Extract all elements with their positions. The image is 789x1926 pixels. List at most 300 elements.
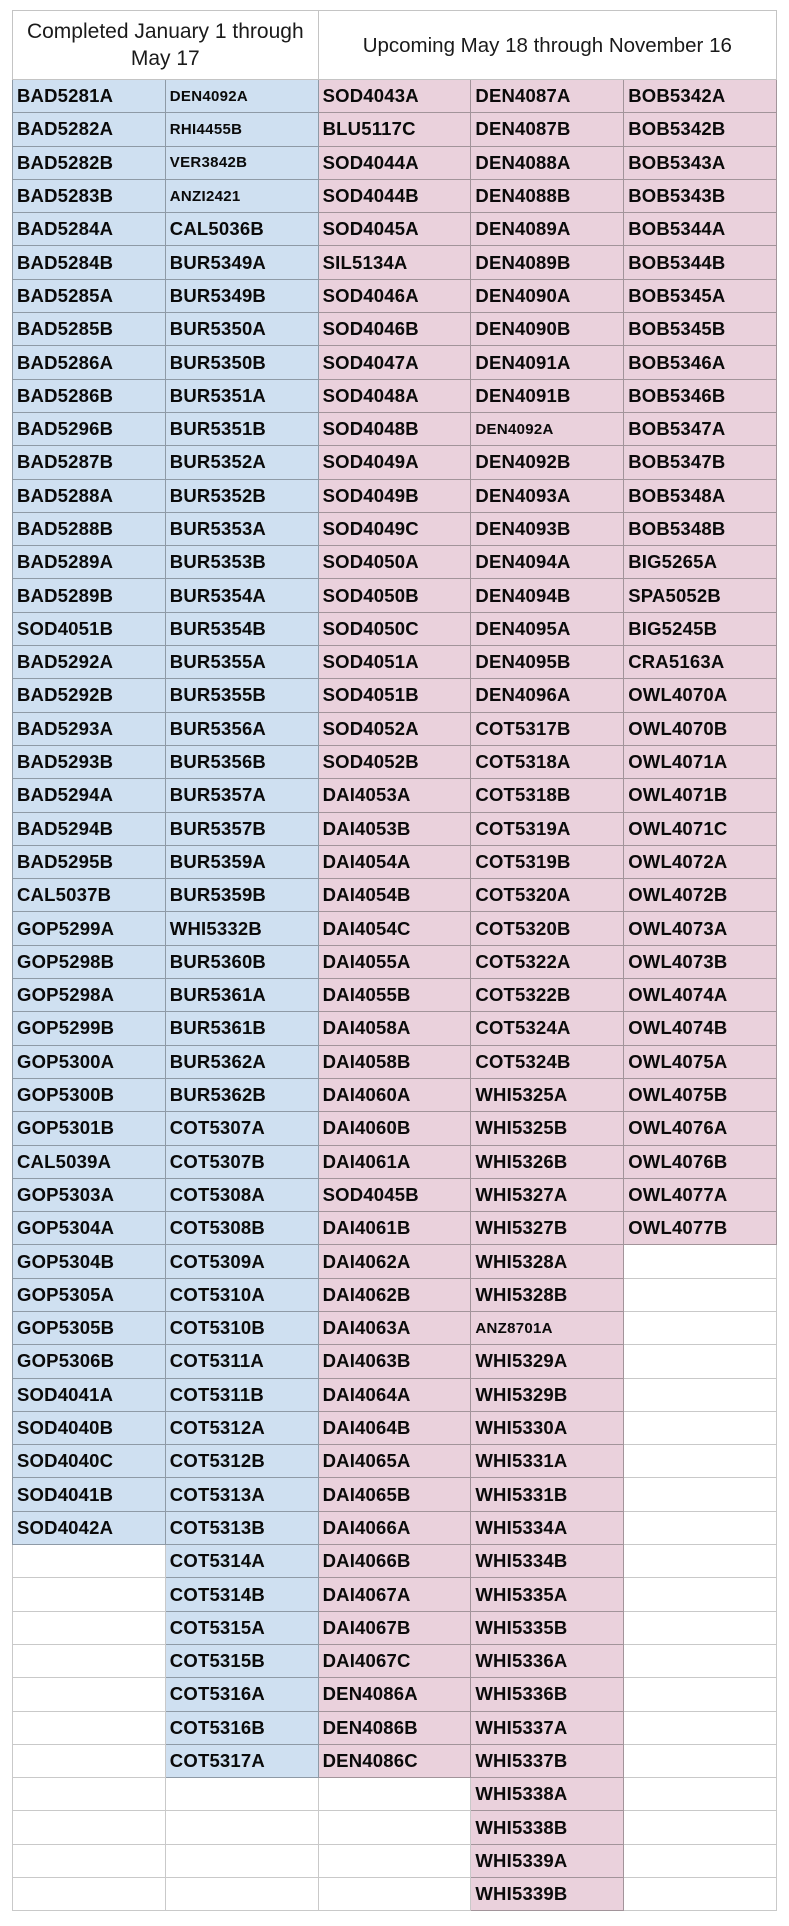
upcoming-item-cell: DEN4094A bbox=[471, 546, 624, 579]
completed-item-cell: GOP5305A bbox=[13, 1278, 166, 1311]
upcoming-item-cell: DAI4055A bbox=[318, 945, 471, 978]
upcoming-item-cell: BOB5345B bbox=[624, 313, 777, 346]
table-row bbox=[13, 1778, 777, 1811]
upcoming-item-cell: COT5322B bbox=[471, 979, 624, 1012]
completed-item-cell: COT5311B bbox=[165, 1378, 318, 1411]
table-row bbox=[13, 346, 777, 379]
upcoming-item-cell: DAI4065A bbox=[318, 1445, 471, 1478]
upcoming-item-cell: COT5318A bbox=[471, 745, 624, 778]
completed-item-cell: BAD5296B bbox=[13, 412, 166, 445]
upcoming-item-cell: WHI5331B bbox=[471, 1478, 624, 1511]
completed-item-cell: BAD5281A bbox=[13, 80, 166, 113]
upcoming-item-cell: WHI5334A bbox=[471, 1511, 624, 1544]
table-row bbox=[13, 845, 777, 878]
empty-cell bbox=[13, 1844, 166, 1877]
empty-cell bbox=[318, 1844, 471, 1877]
empty-cell bbox=[165, 1878, 318, 1911]
table-row bbox=[13, 279, 777, 312]
empty-cell bbox=[624, 1378, 777, 1411]
upcoming-item-cell: WHI5328B bbox=[471, 1278, 624, 1311]
upcoming-item-cell: DAI4054B bbox=[318, 879, 471, 912]
completed-item-cell: BAD5288A bbox=[13, 479, 166, 512]
upcoming-item-cell: SOD4043A bbox=[318, 80, 471, 113]
completed-item-cell: SOD4040C bbox=[13, 1445, 166, 1478]
table-row bbox=[13, 1212, 777, 1245]
upcoming-item-cell: WHI5326B bbox=[471, 1145, 624, 1178]
table-row bbox=[13, 979, 777, 1012]
empty-cell bbox=[624, 1878, 777, 1911]
completed-item-cell: BUR5351B bbox=[165, 412, 318, 445]
table-row bbox=[13, 1878, 777, 1911]
table-row bbox=[13, 1245, 777, 1278]
upcoming-item-cell: OWL4070B bbox=[624, 712, 777, 745]
table-row bbox=[13, 1278, 777, 1311]
upcoming-item-cell: BOB5347A bbox=[624, 412, 777, 445]
upcoming-item-cell: OWL4075A bbox=[624, 1045, 777, 1078]
upcoming-item-cell: WHI5338A bbox=[471, 1778, 624, 1811]
table-row bbox=[13, 879, 777, 912]
completed-item-cell: BUR5354B bbox=[165, 612, 318, 645]
table-row bbox=[13, 1678, 777, 1711]
upcoming-item-cell: BLU5117C bbox=[318, 113, 471, 146]
upcoming-item-cell: BOB5346A bbox=[624, 346, 777, 379]
header-row bbox=[13, 11, 777, 80]
completed-item-cell: BAD5286A bbox=[13, 346, 166, 379]
upcoming-item-cell: SOD4046B bbox=[318, 313, 471, 346]
completed-item-cell: COT5317A bbox=[165, 1744, 318, 1777]
table-row bbox=[13, 712, 777, 745]
upcoming-item-cell: DEN4092A bbox=[471, 412, 624, 445]
empty-cell bbox=[624, 1578, 777, 1611]
completed-item-cell: BUR5352B bbox=[165, 479, 318, 512]
upcoming-item-cell: DAI4060A bbox=[318, 1078, 471, 1111]
completed-item-cell: GOP5304A bbox=[13, 1212, 166, 1245]
upcoming-item-cell: SOD4050A bbox=[318, 546, 471, 579]
upcoming-header: Upcoming May 18 through November 16 bbox=[318, 11, 776, 80]
upcoming-item-cell: DAI4063B bbox=[318, 1345, 471, 1378]
completed-item-cell: BUR5362A bbox=[165, 1045, 318, 1078]
upcoming-item-cell: DAI4053A bbox=[318, 779, 471, 812]
upcoming-item-cell: BOB5346B bbox=[624, 379, 777, 412]
completed-item-cell: COT5316A bbox=[165, 1678, 318, 1711]
upcoming-item-cell: WHI5334B bbox=[471, 1545, 624, 1578]
table-row bbox=[13, 1744, 777, 1777]
empty-cell bbox=[624, 1445, 777, 1478]
completed-item-cell: BAD5292A bbox=[13, 646, 166, 679]
upcoming-item-cell: WHI5335B bbox=[471, 1611, 624, 1644]
upcoming-item-cell: BIG5245B bbox=[624, 612, 777, 645]
completed-item-cell: COT5308A bbox=[165, 1178, 318, 1211]
upcoming-item-cell: DAI4064B bbox=[318, 1411, 471, 1444]
upcoming-item-cell: DEN4086B bbox=[318, 1711, 471, 1744]
table-row bbox=[13, 146, 777, 179]
upcoming-item-cell: SOD4050B bbox=[318, 579, 471, 612]
completed-item-cell: BUR5359A bbox=[165, 845, 318, 878]
empty-cell bbox=[165, 1778, 318, 1811]
upcoming-item-cell: DEN4095B bbox=[471, 646, 624, 679]
table-row bbox=[13, 246, 777, 279]
upcoming-item-cell: OWL4074A bbox=[624, 979, 777, 1012]
upcoming-item-cell: WHI5338B bbox=[471, 1811, 624, 1844]
completed-item-cell: BAD5294B bbox=[13, 812, 166, 845]
completed-item-cell: SOD4041A bbox=[13, 1378, 166, 1411]
upcoming-item-cell: SOD4051A bbox=[318, 646, 471, 679]
upcoming-item-cell: WHI5337A bbox=[471, 1711, 624, 1744]
completed-item-cell: COT5313B bbox=[165, 1511, 318, 1544]
upcoming-item-cell: WHI5325B bbox=[471, 1112, 624, 1145]
empty-cell bbox=[165, 1844, 318, 1877]
completed-item-cell: BUR5354A bbox=[165, 579, 318, 612]
completed-item-cell: GOP5298A bbox=[13, 979, 166, 1012]
table-row bbox=[13, 1112, 777, 1145]
table-row bbox=[13, 1378, 777, 1411]
upcoming-item-cell: BIG5265A bbox=[624, 546, 777, 579]
table-body bbox=[13, 80, 777, 1911]
completed-item-cell: BAD5289B bbox=[13, 579, 166, 612]
upcoming-item-cell: DEN4088A bbox=[471, 146, 624, 179]
upcoming-item-cell: COT5317B bbox=[471, 712, 624, 745]
completed-item-cell: GOP5304B bbox=[13, 1245, 166, 1278]
completed-item-cell: BAD5292B bbox=[13, 679, 166, 712]
table-row bbox=[13, 179, 777, 212]
upcoming-item-cell: WHI5329B bbox=[471, 1378, 624, 1411]
completed-item-cell: CAL5039A bbox=[13, 1145, 166, 1178]
empty-cell bbox=[624, 1511, 777, 1544]
completed-item-cell: COT5315A bbox=[165, 1611, 318, 1644]
table-row bbox=[13, 679, 777, 712]
completed-item-cell: GOP5303A bbox=[13, 1178, 166, 1211]
completed-item-cell: COT5315B bbox=[165, 1644, 318, 1677]
upcoming-item-cell: DEN4087A bbox=[471, 80, 624, 113]
table-row bbox=[13, 1611, 777, 1644]
upcoming-item-cell: DAI4061A bbox=[318, 1145, 471, 1178]
upcoming-item-cell: SOD4048A bbox=[318, 379, 471, 412]
upcoming-item-cell: SOD4048B bbox=[318, 412, 471, 445]
upcoming-item-cell: WHI5331A bbox=[471, 1445, 624, 1478]
completed-item-cell: BUR5355B bbox=[165, 679, 318, 712]
table-row bbox=[13, 113, 777, 146]
table-row bbox=[13, 812, 777, 845]
upcoming-item-cell: BOB5345A bbox=[624, 279, 777, 312]
completed-item-cell: BAD5284A bbox=[13, 213, 166, 246]
upcoming-item-cell: DEN4093A bbox=[471, 479, 624, 512]
completed-item-cell: BAD5286B bbox=[13, 379, 166, 412]
completed-item-cell: BAD5294A bbox=[13, 779, 166, 812]
upcoming-item-cell: OWL4073A bbox=[624, 912, 777, 945]
completed-item-cell: BUR5351A bbox=[165, 379, 318, 412]
completed-item-cell: COT5309A bbox=[165, 1245, 318, 1278]
empty-cell bbox=[624, 1478, 777, 1511]
upcoming-item-cell: SOD4045B bbox=[318, 1178, 471, 1211]
upcoming-item-cell: SOD4045A bbox=[318, 213, 471, 246]
upcoming-item-cell: SOD4044B bbox=[318, 179, 471, 212]
upcoming-item-cell: OWL4075B bbox=[624, 1078, 777, 1111]
empty-cell bbox=[624, 1411, 777, 1444]
upcoming-item-cell: DAI4061B bbox=[318, 1212, 471, 1245]
completed-item-cell: VER3842B bbox=[165, 146, 318, 179]
upcoming-item-cell: SOD4051B bbox=[318, 679, 471, 712]
upcoming-item-cell: DEN4093B bbox=[471, 512, 624, 545]
upcoming-item-cell: WHI5336A bbox=[471, 1644, 624, 1677]
completed-item-cell: BUR5349B bbox=[165, 279, 318, 312]
upcoming-item-cell: DAI4067A bbox=[318, 1578, 471, 1611]
upcoming-item-cell: DAI4054A bbox=[318, 845, 471, 878]
completed-item-cell: GOP5299A bbox=[13, 912, 166, 945]
upcoming-item-cell: BOB5348A bbox=[624, 479, 777, 512]
completed-item-cell: BUR5350B bbox=[165, 346, 318, 379]
upcoming-item-cell: SOD4049C bbox=[318, 512, 471, 545]
empty-cell bbox=[318, 1811, 471, 1844]
upcoming-item-cell: DEN4087B bbox=[471, 113, 624, 146]
table-row bbox=[13, 1411, 777, 1444]
completed-item-cell: BAD5293A bbox=[13, 712, 166, 745]
upcoming-item-cell: OWL4077A bbox=[624, 1178, 777, 1211]
completed-item-cell: BUR5353A bbox=[165, 512, 318, 545]
completed-item-cell: BAD5282A bbox=[13, 113, 166, 146]
table-row bbox=[13, 779, 777, 812]
table-row bbox=[13, 1345, 777, 1378]
completed-item-cell: ANZI2421 bbox=[165, 179, 318, 212]
table-row bbox=[13, 412, 777, 445]
completed-item-cell: BUR5361A bbox=[165, 979, 318, 1012]
completed-item-cell: SOD4041B bbox=[13, 1478, 166, 1511]
empty-cell bbox=[13, 1644, 166, 1677]
upcoming-item-cell: WHI5328A bbox=[471, 1245, 624, 1278]
table-row bbox=[13, 912, 777, 945]
table-row bbox=[13, 1644, 777, 1677]
upcoming-item-cell: DEN4091A bbox=[471, 346, 624, 379]
completed-item-cell: BUR5352A bbox=[165, 446, 318, 479]
completed-item-cell: COT5314B bbox=[165, 1578, 318, 1611]
table-row bbox=[13, 213, 777, 246]
table-row bbox=[13, 446, 777, 479]
upcoming-item-cell: SOD4050C bbox=[318, 612, 471, 645]
empty-cell bbox=[624, 1345, 777, 1378]
table-row bbox=[13, 1045, 777, 1078]
empty-cell bbox=[13, 1611, 166, 1644]
table-row bbox=[13, 313, 777, 346]
upcoming-item-cell: DEN4095A bbox=[471, 612, 624, 645]
completed-item-cell: BAD5282B bbox=[13, 146, 166, 179]
upcoming-item-cell: OWL4072A bbox=[624, 845, 777, 878]
completed-item-cell: BUR5349A bbox=[165, 246, 318, 279]
completed-item-cell: BUR5356B bbox=[165, 745, 318, 778]
upcoming-item-cell: DEN4086C bbox=[318, 1744, 471, 1777]
completed-item-cell: COT5307A bbox=[165, 1112, 318, 1145]
completed-item-cell: GOP5300B bbox=[13, 1078, 166, 1111]
upcoming-item-cell: DAI4067B bbox=[318, 1611, 471, 1644]
table-row bbox=[13, 745, 777, 778]
upcoming-item-cell: WHI5335A bbox=[471, 1578, 624, 1611]
completed-item-cell: WHI5332B bbox=[165, 912, 318, 945]
upcoming-item-cell: BOB5342B bbox=[624, 113, 777, 146]
empty-cell bbox=[624, 1311, 777, 1344]
upcoming-item-cell: OWL4071A bbox=[624, 745, 777, 778]
table-row bbox=[13, 1545, 777, 1578]
upcoming-item-cell: DEN4094B bbox=[471, 579, 624, 612]
table-row bbox=[13, 1844, 777, 1877]
empty-cell bbox=[13, 1778, 166, 1811]
upcoming-item-cell: DAI4062A bbox=[318, 1245, 471, 1278]
upcoming-item-cell: OWL4077B bbox=[624, 1212, 777, 1245]
empty-cell bbox=[624, 1278, 777, 1311]
upcoming-item-cell: WHI5327B bbox=[471, 1212, 624, 1245]
empty-cell bbox=[624, 1644, 777, 1677]
table-row bbox=[13, 479, 777, 512]
empty-cell bbox=[624, 1744, 777, 1777]
upcoming-item-cell: COT5318B bbox=[471, 779, 624, 812]
empty-cell bbox=[13, 1744, 166, 1777]
upcoming-item-cell: DAI4055B bbox=[318, 979, 471, 1012]
upcoming-item-cell: BOB5348B bbox=[624, 512, 777, 545]
completed-header: Completed January 1 through May 17 bbox=[13, 11, 319, 80]
empty-cell bbox=[318, 1778, 471, 1811]
table-row bbox=[13, 1445, 777, 1478]
upcoming-item-cell: BOB5343B bbox=[624, 179, 777, 212]
table-row bbox=[13, 1012, 777, 1045]
upcoming-item-cell: DAI4058B bbox=[318, 1045, 471, 1078]
upcoming-item-cell: SOD4047A bbox=[318, 346, 471, 379]
upcoming-item-cell: DAI4066B bbox=[318, 1545, 471, 1578]
upcoming-item-cell: OWL4071B bbox=[624, 779, 777, 812]
upcoming-item-cell: WHI5339B bbox=[471, 1878, 624, 1911]
upcoming-item-cell: DAI4060B bbox=[318, 1112, 471, 1145]
table-row bbox=[13, 579, 777, 612]
empty-cell bbox=[624, 1711, 777, 1744]
upcoming-item-cell: DAI4063A bbox=[318, 1311, 471, 1344]
completed-item-cell: BAD5288B bbox=[13, 512, 166, 545]
upcoming-item-cell: OWL4071C bbox=[624, 812, 777, 845]
upcoming-item-cell: COT5324A bbox=[471, 1012, 624, 1045]
completed-item-cell: BAD5283B bbox=[13, 179, 166, 212]
empty-cell bbox=[165, 1811, 318, 1844]
table-row bbox=[13, 646, 777, 679]
upcoming-item-cell: BOB5344B bbox=[624, 246, 777, 279]
completed-item-cell: COT5316B bbox=[165, 1711, 318, 1744]
empty-cell bbox=[13, 1678, 166, 1711]
completed-item-cell: GOP5305B bbox=[13, 1311, 166, 1344]
completed-item-cell: BUR5355A bbox=[165, 646, 318, 679]
completed-item-cell: BUR5362B bbox=[165, 1078, 318, 1111]
upcoming-item-cell: DAI4067C bbox=[318, 1644, 471, 1677]
table-row bbox=[13, 1578, 777, 1611]
empty-cell bbox=[624, 1811, 777, 1844]
completed-item-cell: BUR5360B bbox=[165, 945, 318, 978]
upcoming-item-cell: DEN4091B bbox=[471, 379, 624, 412]
upcoming-item-cell: OWL4074B bbox=[624, 1012, 777, 1045]
completed-item-cell: GOP5298B bbox=[13, 945, 166, 978]
completed-item-cell: SOD4042A bbox=[13, 1511, 166, 1544]
table-row bbox=[13, 1145, 777, 1178]
upcoming-item-cell: SIL5134A bbox=[318, 246, 471, 279]
upcoming-item-cell: DAI4054C bbox=[318, 912, 471, 945]
completed-item-cell: COT5314A bbox=[165, 1545, 318, 1578]
completed-item-cell: COT5310A bbox=[165, 1278, 318, 1311]
completed-item-cell: BUR5353B bbox=[165, 546, 318, 579]
empty-cell bbox=[624, 1678, 777, 1711]
completed-item-cell: SOD4051B bbox=[13, 612, 166, 645]
upcoming-item-cell: DEN4096A bbox=[471, 679, 624, 712]
completed-item-cell: BUR5357B bbox=[165, 812, 318, 845]
completed-item-cell: BUR5356A bbox=[165, 712, 318, 745]
empty-cell bbox=[624, 1844, 777, 1877]
schedule-table bbox=[12, 10, 777, 1911]
upcoming-item-cell: SOD4044A bbox=[318, 146, 471, 179]
empty-cell bbox=[624, 1245, 777, 1278]
upcoming-item-cell: BOB5342A bbox=[624, 80, 777, 113]
upcoming-item-cell: OWL4073B bbox=[624, 945, 777, 978]
completed-item-cell: DEN4092A bbox=[165, 80, 318, 113]
table-row bbox=[13, 1478, 777, 1511]
completed-item-cell: CAL5037B bbox=[13, 879, 166, 912]
completed-item-cell: BUR5359B bbox=[165, 879, 318, 912]
upcoming-item-cell: DEN4089A bbox=[471, 213, 624, 246]
table-row bbox=[13, 945, 777, 978]
empty-cell bbox=[13, 1578, 166, 1611]
completed-item-cell: BAD5293B bbox=[13, 745, 166, 778]
upcoming-item-cell: COT5322A bbox=[471, 945, 624, 978]
completed-item-cell: BAD5285B bbox=[13, 313, 166, 346]
upcoming-item-cell: BOB5344A bbox=[624, 213, 777, 246]
table-row bbox=[13, 612, 777, 645]
completed-item-cell: COT5313A bbox=[165, 1478, 318, 1511]
upcoming-item-cell: BOB5343A bbox=[624, 146, 777, 179]
upcoming-item-cell: WHI5330A bbox=[471, 1411, 624, 1444]
upcoming-item-cell: WHI5325A bbox=[471, 1078, 624, 1111]
completed-item-cell: BAD5285A bbox=[13, 279, 166, 312]
upcoming-item-cell: OWL4072B bbox=[624, 879, 777, 912]
completed-item-cell: BUR5361B bbox=[165, 1012, 318, 1045]
table-row bbox=[13, 1178, 777, 1211]
upcoming-item-cell: CRA5163A bbox=[624, 646, 777, 679]
upcoming-item-cell: DAI4062B bbox=[318, 1278, 471, 1311]
upcoming-item-cell: COT5319B bbox=[471, 845, 624, 878]
upcoming-item-cell: DAI4058A bbox=[318, 1012, 471, 1045]
upcoming-item-cell: DEN4086A bbox=[318, 1678, 471, 1711]
empty-cell bbox=[318, 1878, 471, 1911]
upcoming-item-cell: COT5320B bbox=[471, 912, 624, 945]
empty-cell bbox=[624, 1611, 777, 1644]
completed-item-cell: BAD5284B bbox=[13, 246, 166, 279]
upcoming-item-cell: ANZ8701A bbox=[471, 1311, 624, 1344]
completed-item-cell: COT5310B bbox=[165, 1311, 318, 1344]
completed-item-cell: BAD5287B bbox=[13, 446, 166, 479]
completed-item-cell: SOD4040B bbox=[13, 1411, 166, 1444]
table-row bbox=[13, 379, 777, 412]
table-row bbox=[13, 1711, 777, 1744]
completed-item-cell: GOP5306B bbox=[13, 1345, 166, 1378]
upcoming-item-cell: DAI4065B bbox=[318, 1478, 471, 1511]
upcoming-item-cell: OWL4076B bbox=[624, 1145, 777, 1178]
upcoming-item-cell: DAI4064A bbox=[318, 1378, 471, 1411]
upcoming-item-cell: DAI4066A bbox=[318, 1511, 471, 1544]
table-row bbox=[13, 546, 777, 579]
completed-item-cell: GOP5301B bbox=[13, 1112, 166, 1145]
upcoming-item-cell: OWL4070A bbox=[624, 679, 777, 712]
upcoming-item-cell: COT5319A bbox=[471, 812, 624, 845]
upcoming-item-cell: WHI5336B bbox=[471, 1678, 624, 1711]
completed-item-cell: BUR5350A bbox=[165, 313, 318, 346]
upcoming-item-cell: DEN4092B bbox=[471, 446, 624, 479]
upcoming-item-cell: DEN4090B bbox=[471, 313, 624, 346]
empty-cell bbox=[13, 1811, 166, 1844]
upcoming-item-cell: WHI5337B bbox=[471, 1744, 624, 1777]
empty-cell bbox=[13, 1878, 166, 1911]
empty-cell bbox=[624, 1545, 777, 1578]
upcoming-item-cell: DAI4053B bbox=[318, 812, 471, 845]
table-row bbox=[13, 80, 777, 113]
upcoming-item-cell: WHI5327A bbox=[471, 1178, 624, 1211]
